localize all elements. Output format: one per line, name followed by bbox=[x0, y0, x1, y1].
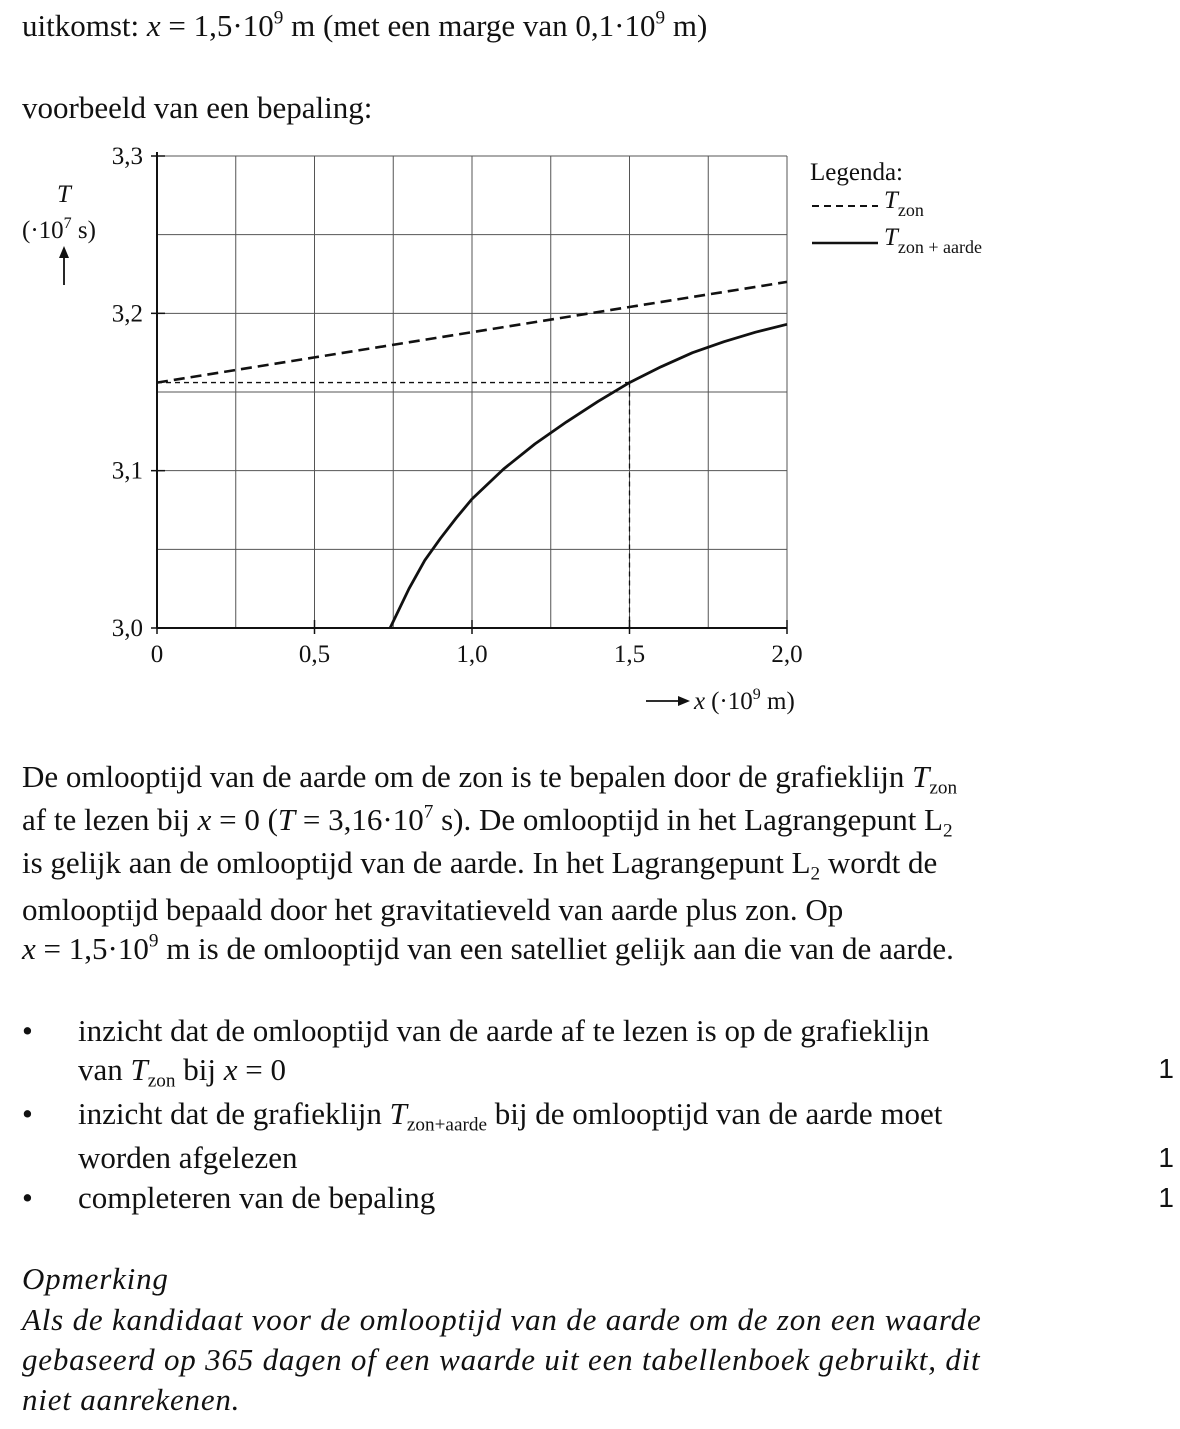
chart-legend bbox=[810, 159, 982, 257]
remark-line-2: gebaseerd op 365 dagen of een waarde uit een tabellenboek gebruikt, dit bbox=[22, 1342, 981, 1377]
x-axis-arrow bbox=[646, 696, 690, 706]
criterion-bullet: • bbox=[22, 1096, 33, 1131]
remark-line-3: niet aanrekenen. bbox=[22, 1382, 241, 1417]
y-axis-var: T bbox=[57, 181, 71, 208]
paragraph-line-2: af te lezen bij x = 0 ($T = 3,16\cdot 10^7$ s). De omlooptijd in het Lagrangepunt $L_2$ bbox=[22, 801, 953, 842]
criterion-1-line-1: inzicht dat de omlooptijd van de aarde af te lezen is op de grafieklijn bbox=[78, 1013, 930, 1048]
paragraph-line-1: De omlooptijd van de aarde om de zon is te bepalen door de grafieklijn $T_{zon}$ bbox=[22, 759, 958, 799]
criterion-3-score: 1 bbox=[1158, 1182, 1174, 1213]
legend-item-tzon-aarde: $T_{zon + aarde}$ bbox=[884, 224, 983, 257]
criterion-1-line-2: van $T_{zon}$ bij x = 0 bbox=[78, 1052, 286, 1092]
y-tick-label: 3,2 bbox=[111, 300, 143, 328]
chart-tick-labels bbox=[112, 143, 803, 668]
y-axis-arrow bbox=[59, 246, 69, 285]
y-tick-label: 3,0 bbox=[111, 615, 143, 642]
y-axis-unit: ($\cdot 10^7$ s) bbox=[22, 215, 96, 244]
x-axis-label: x ($\cdot 10^9$ m) bbox=[694, 686, 795, 715]
x-tick-label: 1,0 bbox=[456, 641, 488, 668]
period-vs-distance-chart bbox=[0, 140, 1180, 730]
legend-item-tzon: $T_{zon}$ bbox=[884, 187, 924, 220]
chart-axes bbox=[151, 152, 787, 634]
criterion-bullet: • bbox=[22, 1013, 33, 1048]
criterion-1-score: 1 bbox=[1158, 1053, 1174, 1084]
paragraph-line-3: is gelijk aan de omlooptijd van de aarde. In het Lagrangepunt $L_2$ wordt de bbox=[22, 845, 938, 885]
x-tick-label: 2,0 bbox=[771, 641, 803, 668]
result-line: uitkomst: $x = 1,5\cdot 10^9$ m (met een marge van $0,1\cdot 10^9$ m) bbox=[22, 7, 708, 43]
x-tick-label: 0 bbox=[150, 641, 164, 668]
criterion-2-line-1: inzicht dat de grafieklijn $T_{zon+aarde}$ bij de omlooptijd van de aarde moet bbox=[78, 1096, 943, 1136]
remark-title: Opmerking bbox=[22, 1261, 169, 1296]
example-heading: voorbeeld van een bepaling: bbox=[22, 90, 373, 125]
remark-line-1: Als de kandidaat voor de omlooptijd van de aarde om de zon een waarde bbox=[22, 1302, 982, 1337]
y-tick-label: 3,1 bbox=[111, 457, 143, 485]
x-tick-label: 1,5 bbox=[613, 641, 646, 668]
paragraph-line-4: omlooptijd bepaald door het gravitatieveld van aarde plus zon. Op bbox=[22, 892, 844, 927]
y-tick-label: 3,3 bbox=[111, 143, 143, 170]
series-t-zon-aarde-line bbox=[390, 324, 787, 628]
criterion-2-score: 1 bbox=[1158, 1142, 1174, 1173]
x-tick-label: 0,5 bbox=[298, 641, 331, 668]
criterion-3: completeren van de bepaling bbox=[78, 1180, 436, 1215]
criterion-bullet: • bbox=[22, 1180, 33, 1215]
chart-grid bbox=[157, 156, 787, 628]
paragraph-line-5: $x = 1,5\cdot 10^9$ m is de omlooptijd van een satelliet gelijk aan die van de aarde. bbox=[22, 930, 954, 966]
legend-title: Legenda: bbox=[810, 159, 904, 186]
criterion-2-line-2: worden afgelezen bbox=[78, 1140, 298, 1175]
